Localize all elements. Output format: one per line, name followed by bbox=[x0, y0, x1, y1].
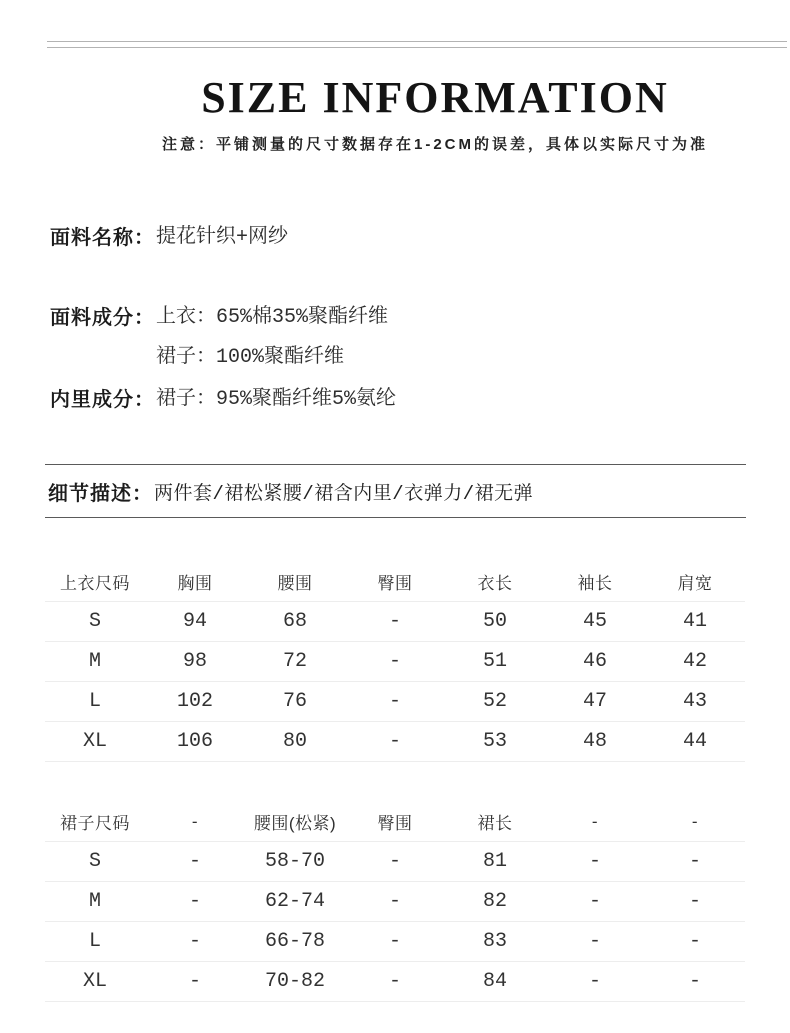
table-cell: XL bbox=[82, 730, 107, 753]
table-cell: - bbox=[588, 970, 601, 993]
table-cell: 68 bbox=[282, 610, 307, 633]
fabric-composition-label: 面料成分： bbox=[50, 307, 155, 329]
table-cell: 102 bbox=[176, 690, 213, 713]
top-table-row-s bbox=[45, 602, 745, 642]
table-cell: 46 bbox=[582, 650, 607, 673]
table-cell: 84 bbox=[482, 970, 507, 993]
top-table-row-xl bbox=[45, 722, 745, 762]
details-label: 细节描述： bbox=[48, 482, 153, 505]
header-cell-dash: - bbox=[591, 811, 599, 831]
fabric-composition-top: 上衣：65%棉35%聚酯纤维 bbox=[156, 306, 389, 329]
table-cell: - bbox=[688, 890, 701, 913]
top-double-divider bbox=[47, 41, 787, 48]
spec-row-fabric-composition bbox=[50, 298, 388, 378]
table-cell: - bbox=[188, 930, 201, 953]
table-cell: XL bbox=[82, 970, 107, 993]
header-cell-waist: 腰围 bbox=[277, 574, 313, 593]
table-cell: 66-78 bbox=[264, 930, 325, 953]
skirt-table-row-s bbox=[45, 842, 745, 882]
table-cell: 83 bbox=[482, 930, 507, 953]
table-cell: 52 bbox=[482, 690, 507, 713]
table-cell: 82 bbox=[482, 890, 507, 913]
table-cell: L bbox=[88, 690, 101, 713]
top-table-row-l bbox=[45, 682, 745, 722]
header-cell-bust: 胸围 bbox=[177, 574, 213, 593]
table-cell: - bbox=[388, 930, 401, 953]
table-cell: 98 bbox=[182, 650, 207, 673]
table-cell: 51 bbox=[482, 650, 507, 673]
table-cell: - bbox=[388, 610, 401, 633]
header-cell-skirt-size: 裙子尺码 bbox=[60, 814, 130, 833]
fabric-composition-skirt: 裙子：100%聚酯纤维 bbox=[156, 346, 345, 369]
table-cell: 41 bbox=[682, 610, 707, 633]
table-cell: 70-82 bbox=[264, 970, 325, 993]
table-cell: 48 bbox=[582, 730, 607, 753]
table-cell: 106 bbox=[176, 730, 213, 753]
table-cell: S bbox=[88, 610, 101, 633]
table-cell: - bbox=[588, 890, 601, 913]
page-title: SIZE INFORMATION bbox=[201, 73, 669, 122]
header-cell-length: 衣长 bbox=[477, 574, 513, 593]
top-table-row-m bbox=[45, 642, 745, 682]
lining-composition-value: 裙子：95%聚酯纤维5%氨纶 bbox=[156, 388, 397, 411]
table-cell: - bbox=[388, 650, 401, 673]
table-cell: - bbox=[188, 850, 201, 873]
header-cell-elastic-waist: 腰围(松紧) bbox=[253, 814, 337, 833]
table-cell: 53 bbox=[482, 730, 507, 753]
skirt-table-header-row bbox=[45, 802, 745, 842]
table-cell: - bbox=[588, 930, 601, 953]
table-cell: 72 bbox=[282, 650, 307, 673]
table-cell: 81 bbox=[482, 850, 507, 873]
table-cell: 42 bbox=[682, 650, 707, 673]
table-cell: - bbox=[188, 890, 201, 913]
table-cell: - bbox=[388, 970, 401, 993]
header-cell-sleeve: 袖长 bbox=[577, 574, 613, 593]
skirt-table-row-xl bbox=[45, 962, 745, 1002]
skirt-table-row-l bbox=[45, 922, 745, 962]
spec-row-lining-composition bbox=[50, 380, 396, 420]
header-cell-shoulder: 肩宽 bbox=[677, 574, 713, 593]
table-cell: 50 bbox=[482, 610, 507, 633]
header-cell-top-size: 上衣尺码 bbox=[60, 574, 130, 593]
fabric-name-label: 面料名称： bbox=[50, 227, 155, 249]
table-cell: - bbox=[388, 690, 401, 713]
table-cell: 44 bbox=[682, 730, 707, 753]
table-cell: 94 bbox=[182, 610, 207, 633]
table-cell: S bbox=[88, 850, 101, 873]
table-cell: - bbox=[188, 970, 201, 993]
table-cell: M bbox=[88, 890, 101, 913]
table-cell: - bbox=[688, 930, 701, 953]
details-value: 两件套/裙松紧腰/裙含内里/衣弹力/裙无弹 bbox=[154, 482, 534, 505]
table-cell: 76 bbox=[282, 690, 307, 713]
header-cell-hip: 臀围 bbox=[377, 814, 413, 833]
details-band bbox=[45, 464, 746, 518]
table-cell: L bbox=[88, 930, 101, 953]
fabric-name-value: 提花针织+网纱 bbox=[156, 226, 289, 249]
skirt-table-row-m bbox=[45, 882, 745, 922]
lining-composition-label: 内里成分： bbox=[50, 389, 155, 411]
table-cell: 80 bbox=[282, 730, 307, 753]
table-cell: - bbox=[688, 970, 701, 993]
skirt-size-table bbox=[45, 802, 745, 1002]
table-cell: - bbox=[388, 850, 401, 873]
table-cell: - bbox=[388, 730, 401, 753]
table-cell: 58-70 bbox=[264, 850, 325, 873]
table-cell: 43 bbox=[682, 690, 707, 713]
header-cell-skirt-length: 裙长 bbox=[477, 814, 513, 833]
table-cell: 45 bbox=[582, 610, 607, 633]
table-cell: - bbox=[388, 890, 401, 913]
table-cell: M bbox=[88, 650, 101, 673]
table-cell: - bbox=[688, 850, 701, 873]
table-cell: 62-74 bbox=[264, 890, 325, 913]
header-cell-hip: 臀围 bbox=[377, 574, 413, 593]
top-table-header-row bbox=[45, 562, 745, 602]
top-size-table bbox=[45, 562, 745, 762]
header-cell-dash: - bbox=[691, 811, 699, 831]
header-cell-dash: - bbox=[191, 811, 199, 831]
spec-row-fabric-name bbox=[50, 218, 288, 258]
table-cell: 47 bbox=[582, 690, 607, 713]
table-cell: - bbox=[588, 850, 601, 873]
measurement-notice: 注意：平铺测量的尺寸数据存在1-2CM的误差，具体以实际尺寸为准 bbox=[161, 136, 708, 153]
